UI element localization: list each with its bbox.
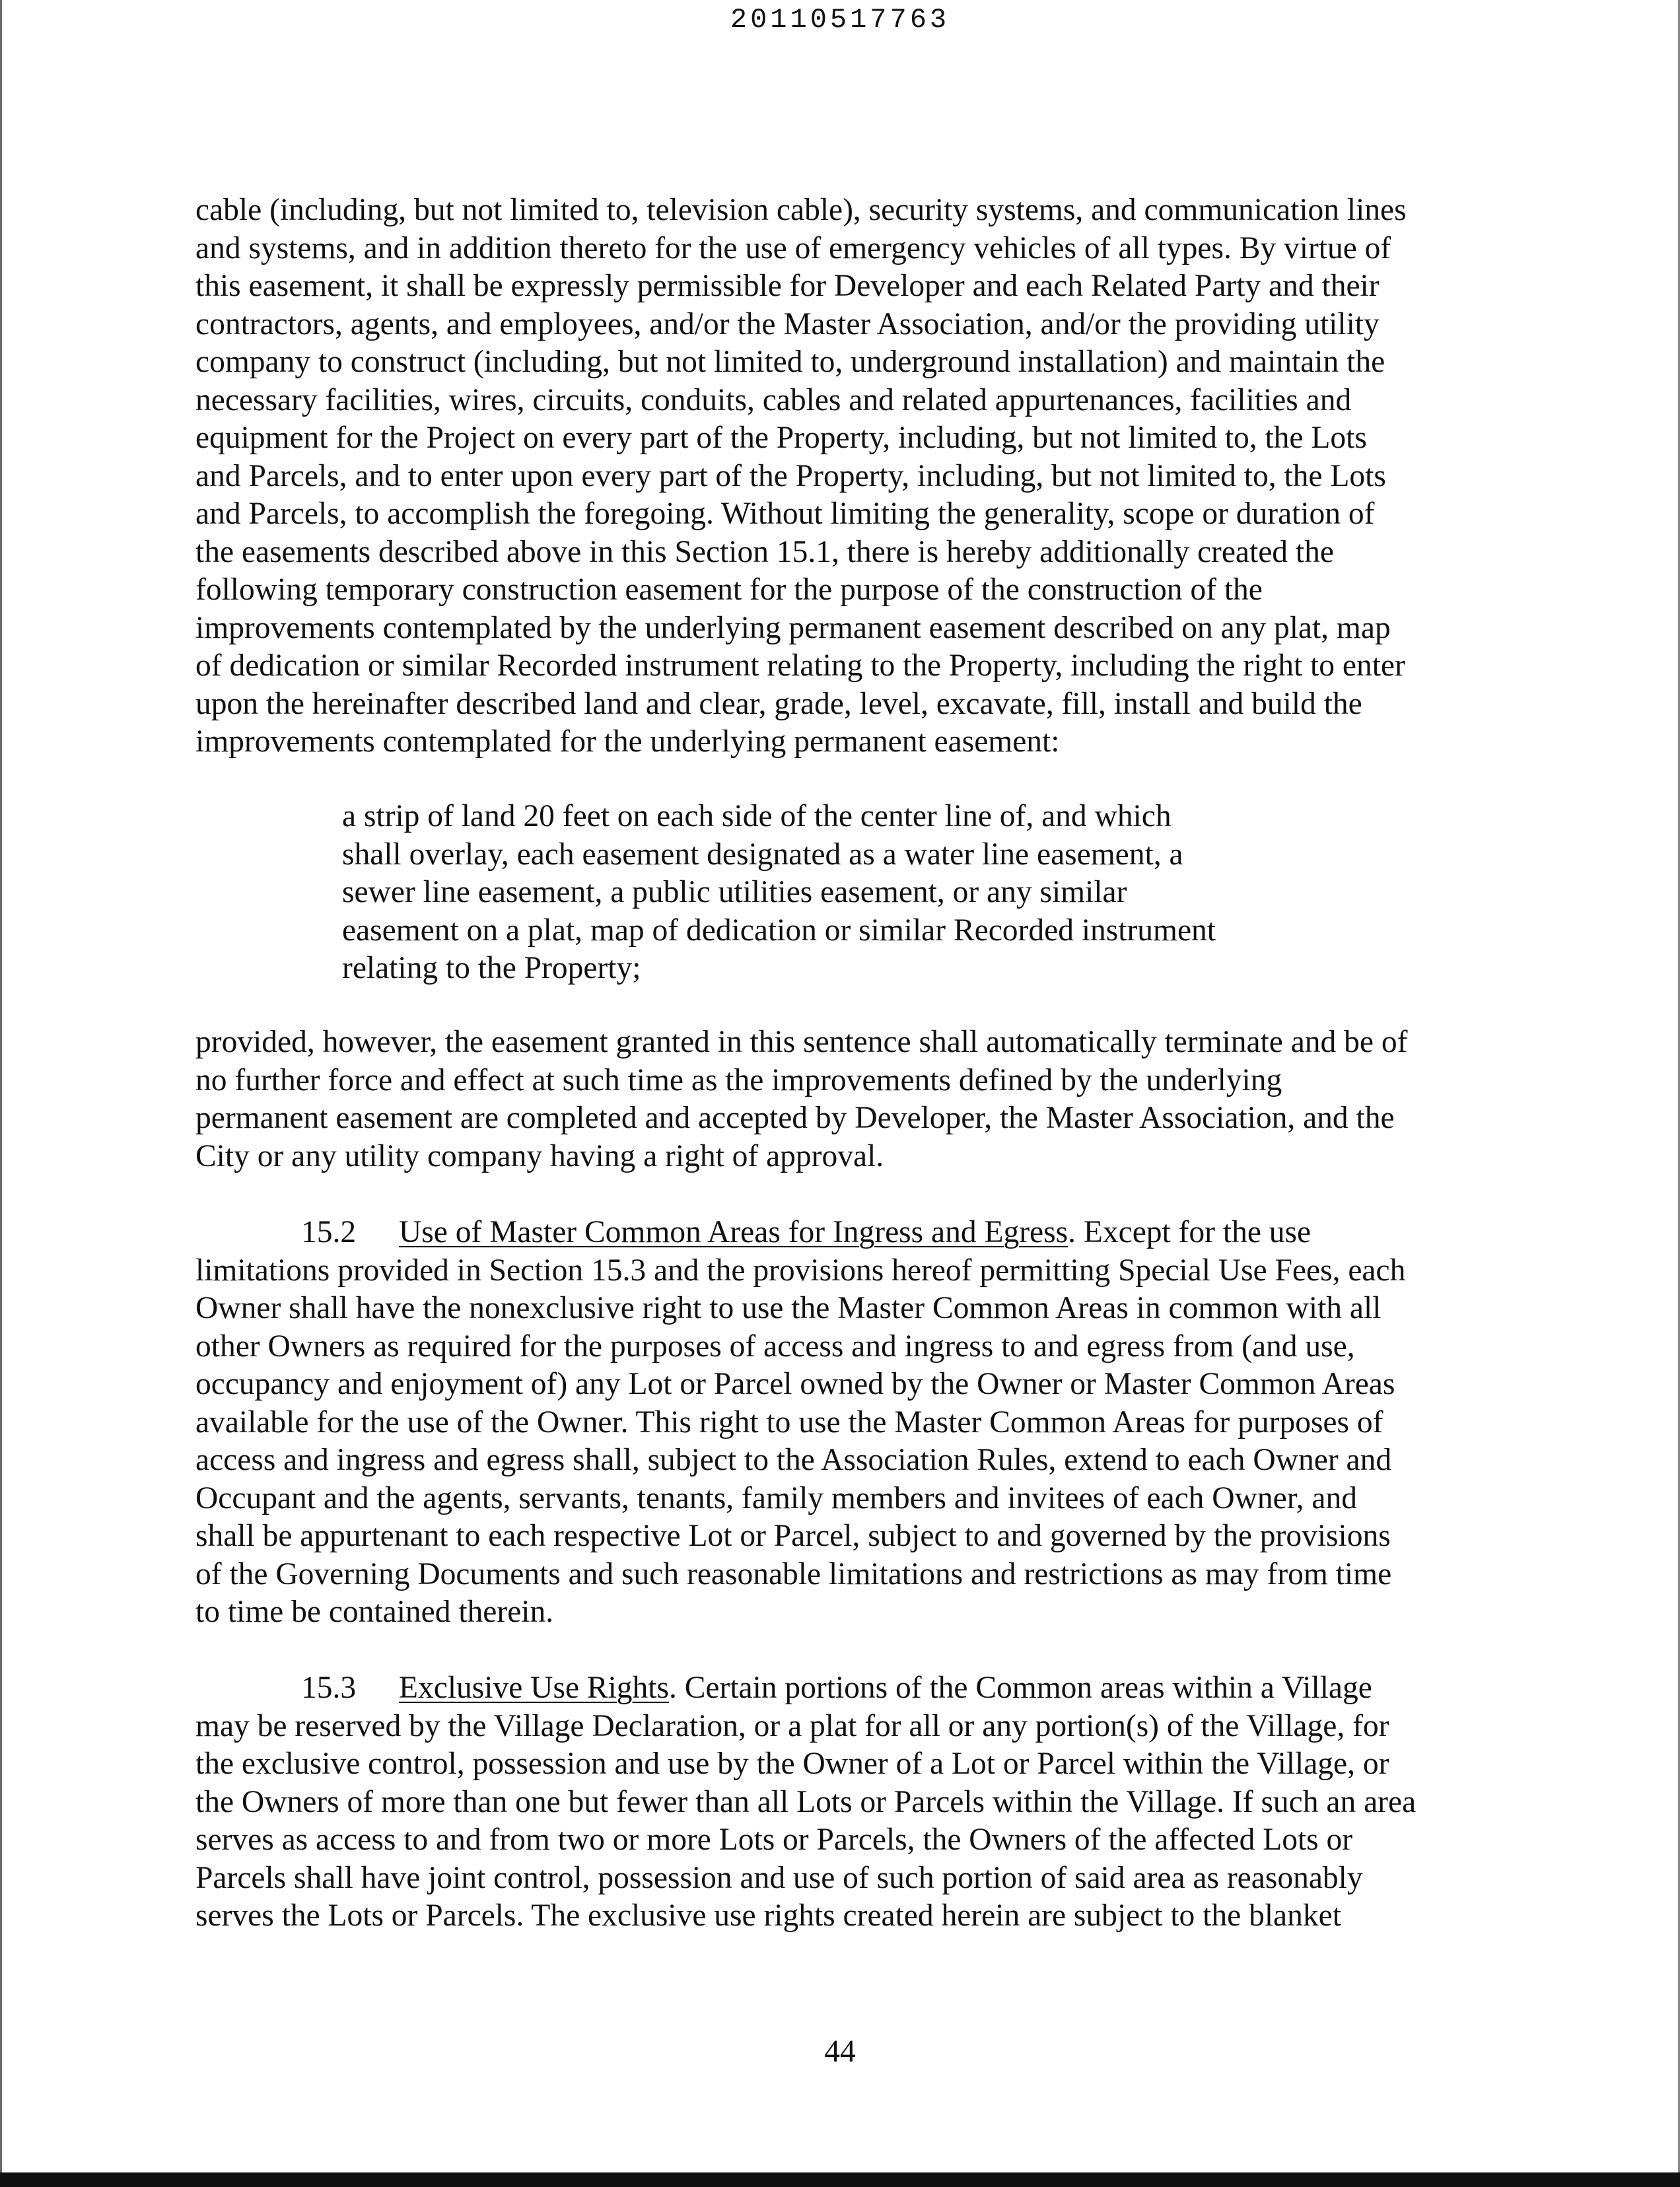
section-heading-line	[195, 1669, 1510, 1708]
text-line: provided, however, the easement granted in this sentence shall automatically terminate and be of	[195, 1025, 1408, 1059]
text-line: and systems, and in addition thereto for the use of emergency vehicles of all types. By virtue of	[195, 230, 1391, 265]
section-heading-line	[195, 1214, 1510, 1252]
text-line: necessary facilities, wires, circuits, conduits, cables and related appurtenances, facilities and	[195, 382, 1352, 417]
text-line: the Owners of more than one but fewer than all Lots or Parcels within the Village. If such an area	[195, 1784, 1417, 1819]
text-line: following temporary construction easement for the purpose of the construction of the	[195, 573, 1263, 607]
section-title: Use of Master Common Areas for Ingress and Egress	[399, 1215, 1068, 1249]
section-15-2	[195, 1214, 1510, 1632]
text-line: limitations provided in Section 15.3 and the provisions hereof permitting Special Use Fees, each	[195, 1253, 1406, 1288]
page-number: 44	[824, 2034, 856, 2069]
text-line: of dedication or similar Recorded instrument relating to the Property, including the right to enter	[195, 648, 1405, 683]
text-line: serves as access to and from two or more Lots or Parcels, the Owners of the affected Lots or	[195, 1822, 1353, 1857]
scan-left-edge	[0, 0, 2, 2172]
text-line: improvements contemplated for the underlying permanent easement:	[195, 724, 1060, 759]
scan-bottom-edge	[0, 2172, 1680, 2187]
text-line: company to construct (including, but not limited to, underground installation) and maintain the	[195, 345, 1385, 379]
paragraph-easement-continuation	[195, 191, 1510, 761]
text-line: occupancy and enjoyment of) any Lot or Parcel owned by the Owner or Master Common Areas	[195, 1367, 1395, 1401]
text-line: permanent easement are completed and accepted by Developer, the Master Association, and the	[195, 1101, 1395, 1135]
text-line: available for the use of the Owner. This right to use the Master Common Areas for purposes of	[195, 1405, 1383, 1440]
text-line: equipment for the Project on every part of the Property, including, but not limited to, the Lots	[195, 421, 1367, 455]
indented-easement-definition	[342, 798, 1333, 988]
text-line: upon the hereinafter described land and clear, grade, level, excavate, fill, install and build the	[195, 686, 1362, 721]
text-line: the exclusive control, possession and use by the Owner of a Lot or Parcel within the Village, or	[195, 1747, 1389, 1781]
recording-number: 20110517763	[730, 4, 950, 36]
text-line: cable (including, but not limited to, television cable), security systems, and communication lines	[195, 193, 1407, 227]
text-line: City or any utility company having a right of approval.	[195, 1138, 884, 1173]
text-line: of the Governing Documents and such reasonable limitations and restrictions as may from time	[195, 1556, 1392, 1591]
text-line: and Parcels, and to enter upon every part of the Property, including, but not limited to, the Lots	[195, 458, 1386, 493]
text-line: and Parcels, to accomplish the foregoing. Without limiting the generality, scope or duration of	[195, 497, 1375, 531]
section-intro-text: . Certain portions of the Common areas within a Village	[669, 1671, 1372, 1705]
text-line: a strip of land 20 feet on each side of the center line of, and which	[342, 799, 1172, 833]
text-line: access and ingress and egress shall, subject to the Association Rules, extend to each Owner and	[195, 1443, 1392, 1477]
text-line: this easement, it shall be expressly permissible for Developer and each Related Party and their	[195, 269, 1380, 303]
text-line: other Owners as required for the purposes of access and ingress to and egress from (and use,	[195, 1329, 1355, 1364]
text-line: contractors, agents, and employees, and/or the Master Association, and/or the providing utility	[195, 306, 1380, 341]
text-line: Owner shall have the nonexclusive right to use the Master Common Areas in common with all	[195, 1291, 1382, 1325]
text-line: no further force and effect at such time as the improvements defined by the underlying	[195, 1062, 1282, 1097]
text-line: relating to the Property;	[342, 951, 641, 985]
text-line: Occupant and the agents, servants, tenants, family members and invitees of each Owner, and	[195, 1480, 1357, 1515]
section-intro-text: . Except for the use	[1068, 1215, 1312, 1249]
text-line: to time be contained therein.	[195, 1595, 554, 1629]
section-number: 15.3	[301, 1671, 357, 1705]
text-line: improvements contemplated by the underlying permanent easement described on any plat, map	[195, 610, 1391, 645]
text-line: easement on a plat, map of dedication or similar Recorded instrument	[342, 913, 1216, 948]
section-title: Exclusive Use Rights	[399, 1671, 669, 1705]
text-line: the easements described above in this Section 15.1, there is hereby additionally created the	[195, 534, 1334, 569]
paragraph-proviso	[195, 1024, 1510, 1175]
text-line: shall be appurtenant to each respective Lot or Parcel, subject to and governed by the provisions	[195, 1519, 1391, 1553]
text-line: may be reserved by the Village Declaration, or a plat for all or any portion(s) of the Village, for	[195, 1708, 1389, 1743]
text-line: sewer line easement, a public utilities easement, or any similar	[342, 875, 1127, 909]
section-number: 15.2	[301, 1215, 357, 1249]
text-line: serves the Lots or Parcels. The exclusive use rights created herein are subject to the blanket	[195, 1898, 1341, 1933]
section-15-3	[195, 1669, 1510, 1935]
text-line: shall overlay, each easement designated as a water line easement, a	[342, 837, 1183, 872]
text-line: Parcels shall have joint control, possession and use of such portion of said area as reasonably	[195, 1860, 1363, 1895]
